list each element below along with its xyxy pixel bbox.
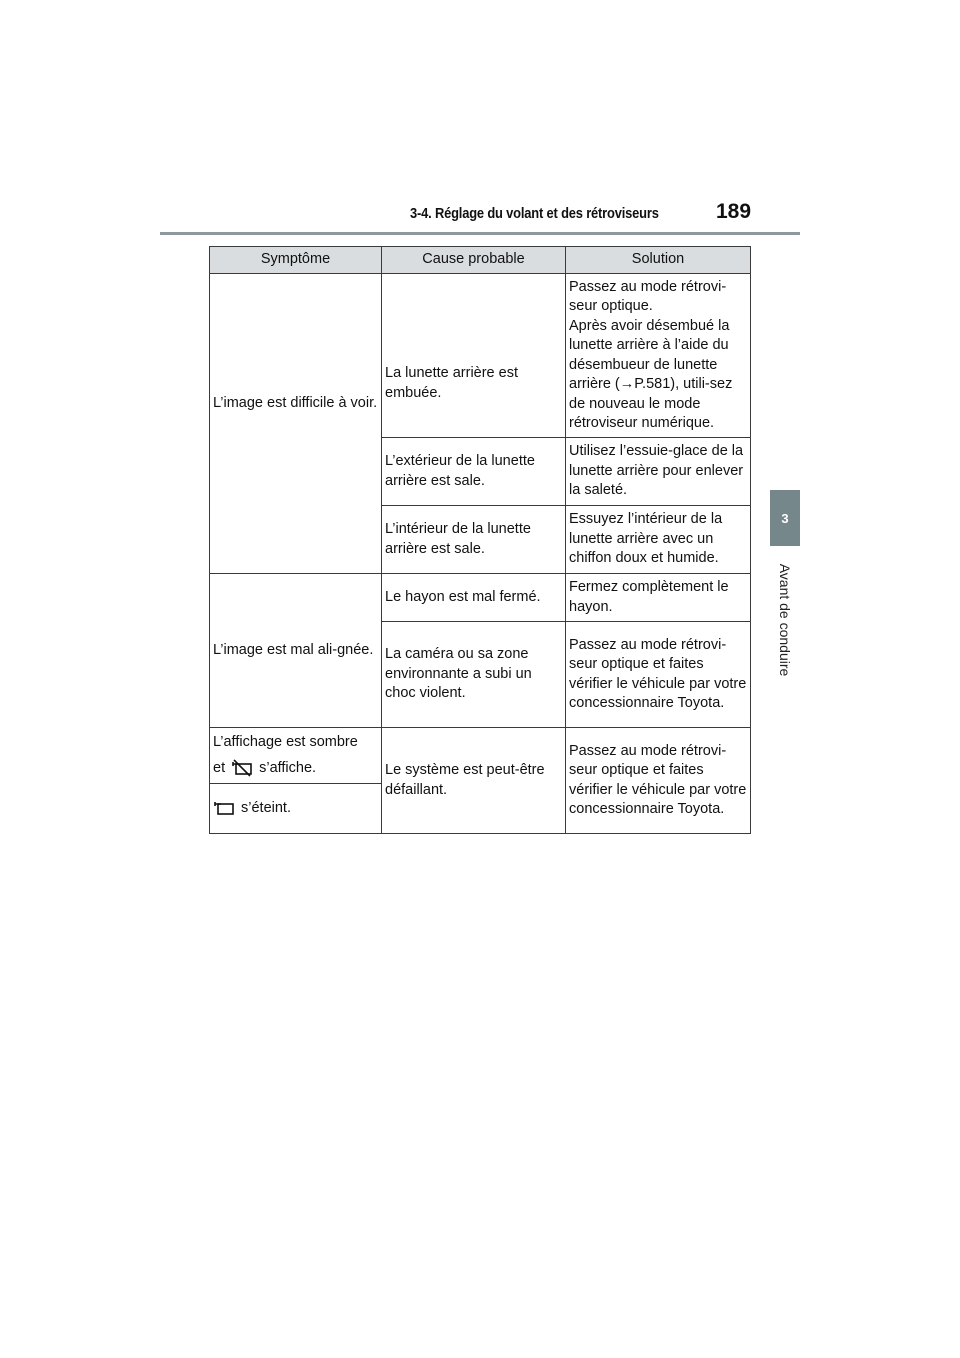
chapter-title: Avant de conduire <box>777 563 793 677</box>
solution-cell <box>566 728 751 834</box>
solution-text: Utilisez l’essuie-glace de la lunette arrière pour enlever la saleté. <box>569 443 744 499</box>
cause-text: L’extérieur de la lunette arrière est sale. <box>385 453 535 489</box>
table-row <box>210 274 751 438</box>
camera-warning-icon <box>231 759 253 777</box>
cause-cell <box>382 574 566 622</box>
solution-cell <box>566 574 751 622</box>
cause-text: L’intérieur de la lunette arrière est sale. <box>385 521 531 557</box>
cause-cell <box>382 506 566 574</box>
symptom-text-line2 <box>213 759 378 779</box>
solution-cell <box>566 622 751 728</box>
cause-cell <box>382 438 566 506</box>
solution-text: Fermez complètement le hayon. <box>569 579 729 615</box>
cause-cell <box>382 274 566 438</box>
chapter-number: 3 <box>781 510 789 526</box>
table-row <box>210 728 751 784</box>
solution-text: Passez au mode rétrovi-seur optique. <box>569 278 727 314</box>
solution-cell <box>566 438 751 506</box>
symptom-word: s’affiche. <box>259 759 317 776</box>
solution-cell <box>566 506 751 574</box>
solution-cell <box>566 274 751 438</box>
chapter-tab <box>770 490 800 546</box>
table-row <box>210 574 751 622</box>
cause-text: Le hayon est mal fermé. <box>385 588 541 605</box>
symptom-cell <box>210 274 382 574</box>
symptom-cell <box>210 574 382 728</box>
symptom-cell <box>210 784 382 834</box>
table-header-row <box>210 247 751 274</box>
symptom-text: L’image est difficile à voir. <box>213 395 378 411</box>
solution-text: Essuyez l’intérieur de la lunette arrière avec un chiffon doux et humide. <box>569 511 723 567</box>
symptom-word: et <box>213 759 226 776</box>
camera-icon <box>213 800 235 816</box>
header-solution: Solution <box>566 247 751 274</box>
header-cause: Cause probable <box>382 247 566 274</box>
cause-text: La lunette arrière est embuée. <box>385 365 518 401</box>
cause-text: La caméra ou sa zone environnante a subi un choc violent. <box>385 646 532 702</box>
page-number: 189 <box>716 200 752 223</box>
solution-text: Passez au mode rétrovi-seur optique et faites vérifier le véhicule par votre concessionnaire Toyota. <box>569 742 747 817</box>
symptom-table <box>209 246 751 834</box>
solution-text: Après avoir désembué la lunette arrière à l’aide du désembueur de lunette arrière (→P.581), utili-sez de nouveau le mode rétroviseur numérique. <box>569 317 733 431</box>
solution-text: Passez au mode rétrovi-seur optique et faites vérifier le véhicule par votre concessionnaire Toyota. <box>569 636 747 711</box>
symptom-text: s’éteint. <box>241 799 291 816</box>
cause-text: Le système est peut-être défaillant. <box>385 762 545 798</box>
symptom-text: L’image est mal ali-gnée. <box>213 641 374 658</box>
cause-cell <box>382 622 566 728</box>
section-title: 3-4. Réglage du volant et des rétroviseurs <box>410 205 659 222</box>
symptom-cell <box>210 728 382 784</box>
header-divider <box>160 232 800 235</box>
symptom-text: L’affichage est sombre <box>213 734 358 750</box>
header-symptom: Symptôme <box>210 247 382 274</box>
cause-cell <box>382 728 566 834</box>
